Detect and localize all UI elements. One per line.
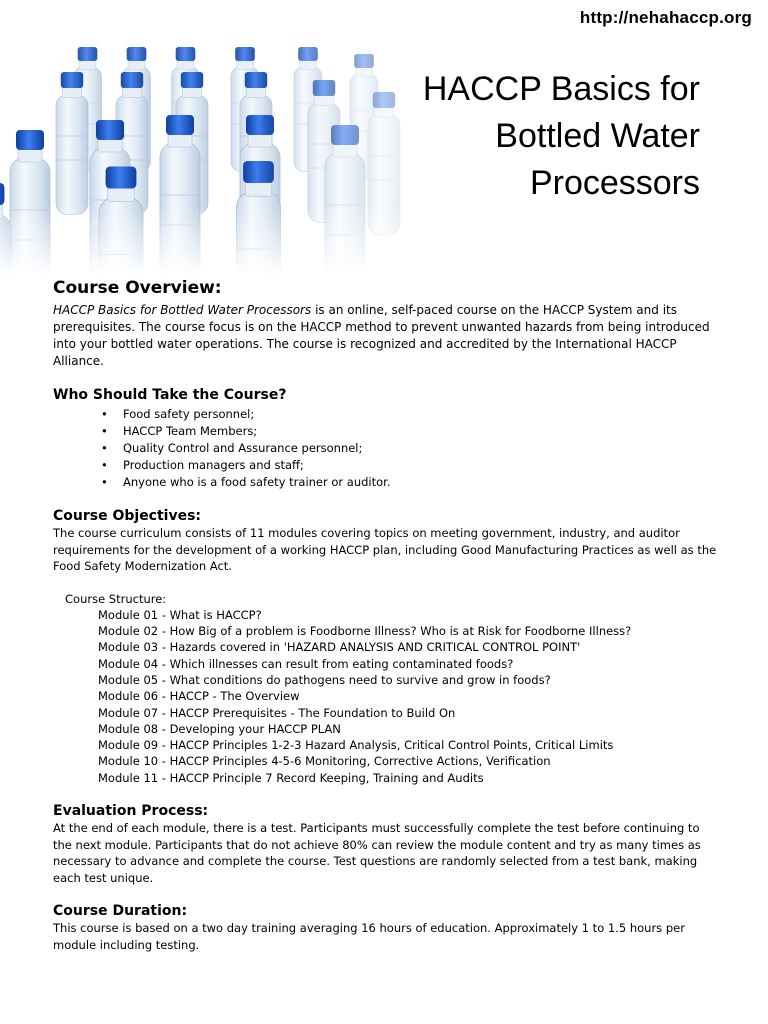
list-item: • HACCP Team Members; — [101, 423, 718, 440]
duration-section — [53, 902, 718, 953]
course-structure — [65, 591, 718, 787]
overview-course-name: HACCP Basics for Bottled Water Processors — [53, 303, 312, 317]
module-item: Module 02 - How Big of a problem is Foodborne Illness? Who is at Risk for Foodborne Illness? — [98, 624, 632, 639]
module-list — [98, 607, 718, 786]
module-item: Module 07 - HACCP Prerequisites - The Foundation to Build On — [98, 705, 456, 720]
audience-heading: Who Should Take the Course? — [53, 387, 287, 403]
title-line-3: Processors — [529, 164, 700, 202]
module-item: Module 03 - Hazards covered in 'HAZARD ANALYSIS AND CRITICAL CONTROL POINT' — [98, 640, 581, 655]
structure-label: Course Structure: — [65, 591, 167, 606]
duration-heading: Course Duration: — [53, 903, 188, 920]
title-line-2: Bottled Water — [495, 117, 700, 155]
module-item: Module 09 - HACCP Principles 1-2-3 Hazard Analysis, Critical Control Points, Critical Limits — [98, 738, 614, 753]
objectives-text: The course curriculum consists of 11 modules covering topics on meeting government, industry, and auditor requirements for the development of a working HACCP plan, including Good Manufacturing Practices as well as the Food Safety Modernization Act. — [53, 526, 717, 573]
module-item: Module 06 - HACCP - The Overview — [98, 689, 300, 704]
audience-list — [53, 406, 718, 491]
title-line-1: HACCP Basics for — [422, 70, 700, 108]
overview-text — [53, 302, 718, 370]
bottled-water-image — [0, 40, 480, 275]
overview-body: is an online, self-paced course on the HACCP System and its prerequisites. The course focus is on the HACCP method to prevent unwanted hazards from being introduced into your bottled water operations. The course is recognized and accredited by the International HACCP Alliance. — [53, 303, 710, 368]
list-item: • Food safety personnel; — [101, 406, 718, 423]
module-item: Module 04 - Which illnesses can result from eating contaminated foods? — [98, 656, 514, 671]
evaluation-text: At the end of each module, there is a test. Participants must successfully complete the test before continuing to the next module. Participants that do not achieve 80% can review the module content and try as many times as necessary to advance and complete the course. Test questions are randomly selected from a test bank, making each test unique. — [53, 821, 701, 885]
overview-heading: Course Overview: — [53, 278, 222, 298]
objectives-section — [53, 507, 718, 575]
list-item: • Quality Control and Assurance personnel; — [101, 440, 718, 457]
duration-text: This course is based on a two day training averaging 16 hours of education. Approximately 1 to 1.5 hours per module including testing. — [53, 921, 685, 952]
module-item: Module 11 - HACCP Principle 7 Record Keeping, Training and Audits — [98, 770, 484, 785]
evaluation-section — [53, 802, 718, 886]
module-item: Module 10 - HACCP Principles 4-5-6 Monitoring, Corrective Actions, Verification — [98, 754, 551, 769]
module-item: Module 01 - What is HACCP? — [98, 607, 262, 622]
course-content — [53, 277, 718, 969]
objectives-heading: Course Objectives: — [53, 508, 202, 524]
evaluation-heading: Evaluation Process: — [53, 803, 209, 820]
audience-section — [53, 386, 718, 491]
module-item: Module 05 - What conditions do pathogens need to survive and grow in foods? — [98, 672, 551, 687]
list-item: • Anyone who is a food safety trainer or auditor. — [101, 474, 718, 491]
list-item: • Production managers and staff; — [101, 457, 718, 474]
module-item: Module 08 - Developing your HACCP PLAN — [98, 721, 341, 736]
page-title — [423, 66, 700, 207]
website-url: http://nehahaccp.org — [579, 8, 752, 27]
overview-section — [53, 277, 718, 370]
